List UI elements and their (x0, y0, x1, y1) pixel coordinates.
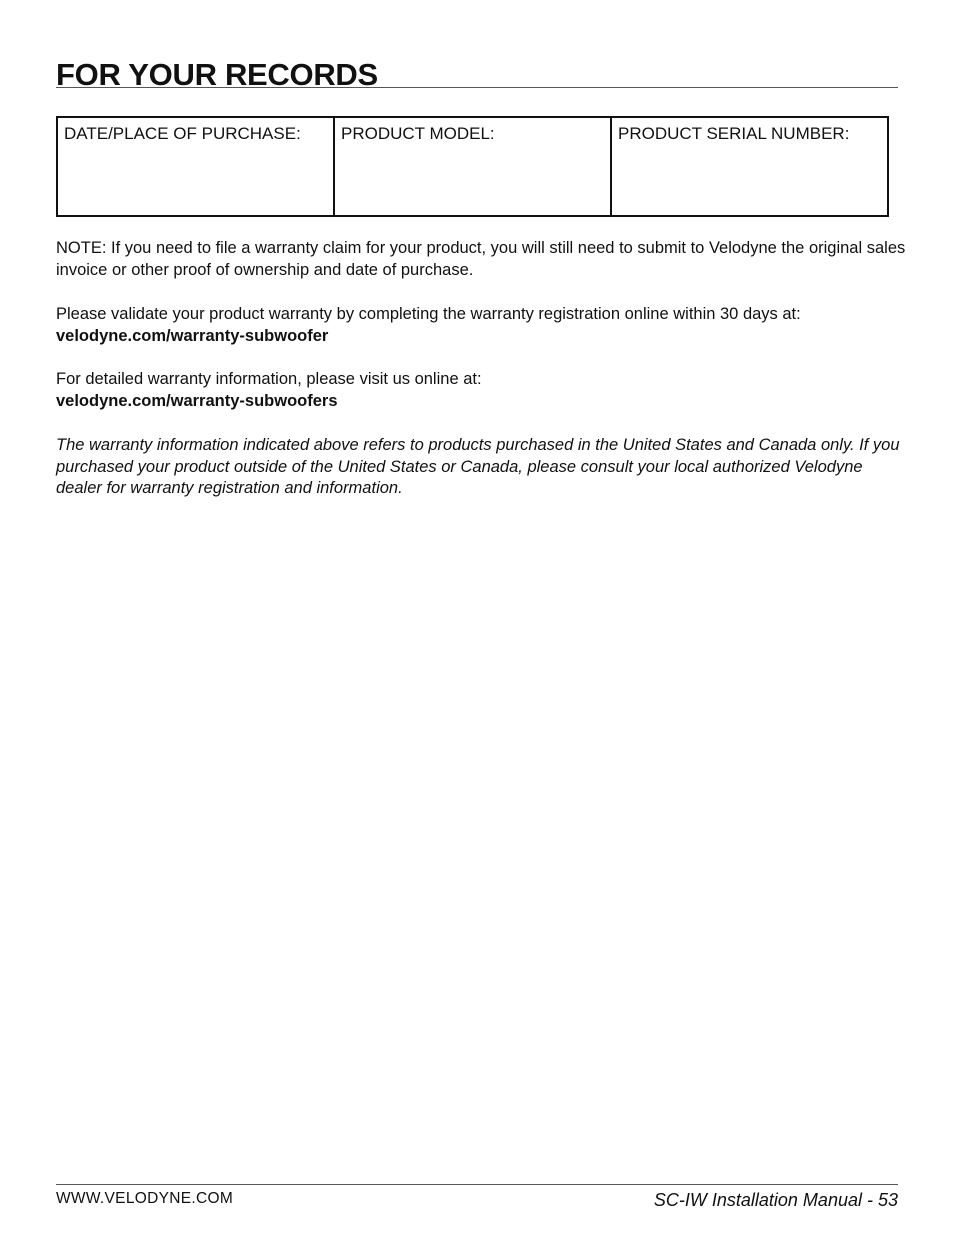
footer-website[interactable]: WWW.VELODYNE.COM (56, 1190, 234, 1207)
product-model-cell[interactable]: PRODUCT MODEL: (335, 118, 612, 215)
validate-paragraph (56, 304, 916, 347)
title-divider (56, 87, 898, 88)
warranty-info-link[interactable]: velodyne.com/warranty-subwoofers (56, 391, 338, 410)
page-title: FOR YOUR RECORDS (56, 57, 378, 92)
note-paragraph: NOTE: If you need to file a warranty claim for your product, you will still need to submit to Velodyne the original sales invoice or other proof of ownership and date of purchase. (56, 239, 906, 279)
validate-text: Please validate your product warranty by completing the warranty registration online within 30 days at: (56, 305, 801, 323)
footer-divider (56, 1184, 898, 1185)
footer-page-label: SC-IW Installation Manual - 53 (653, 1190, 898, 1210)
records-table (56, 116, 889, 217)
detail-text: For detailed warranty information, please visit us online at: (56, 370, 482, 388)
purchase-date-place-cell[interactable]: DATE/PLACE OF PURCHASE: (58, 118, 335, 215)
disclaimer-paragraph: The warranty information indicated above refers to products purchased in the United States and Canada only. If you purchased your product outside of the United States or Canada, please consult your local authorized Velodyne dealer for warranty registration and information. (56, 436, 900, 497)
warranty-registration-link[interactable]: velodyne.com/warranty-subwoofer (56, 326, 329, 345)
serial-number-cell[interactable]: PRODUCT SERIAL NUMBER: (618, 124, 850, 143)
detail-paragraph (56, 369, 916, 412)
